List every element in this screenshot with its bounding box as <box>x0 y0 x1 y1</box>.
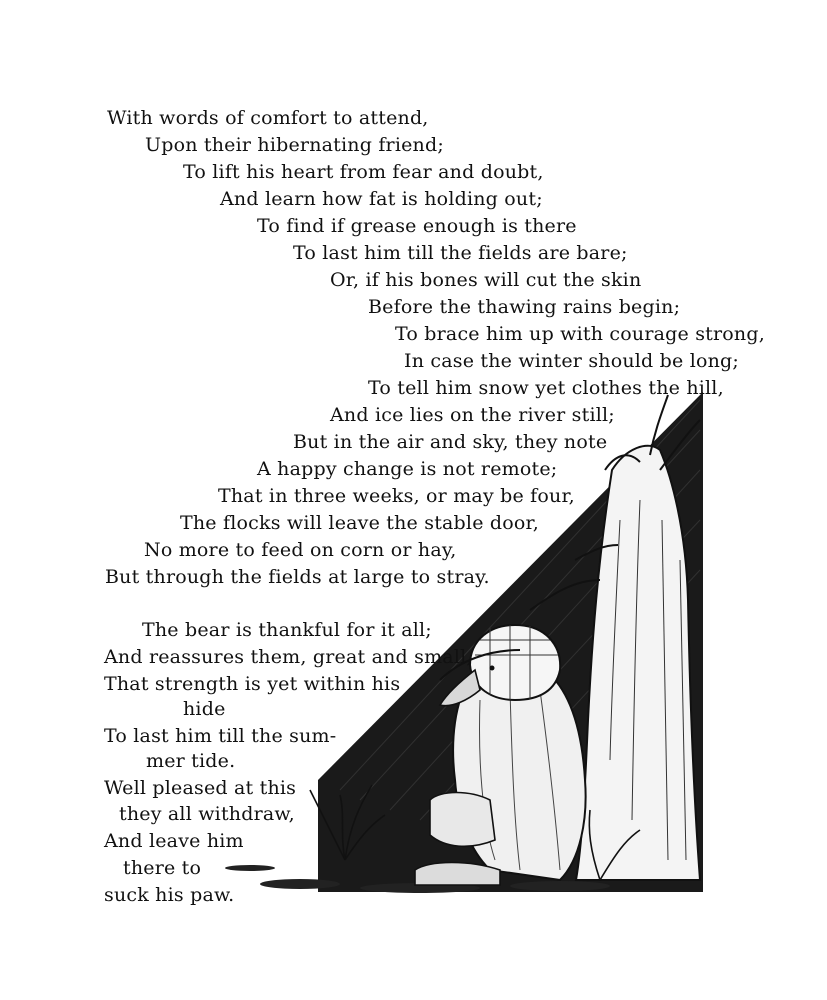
poem-line: With words of comfort to attend, <box>107 107 429 129</box>
poem-line: To last him till the fields are bare; <box>293 242 628 264</box>
poem-line: But in the air and sky, they note <box>293 431 608 453</box>
poem-line: they all withdraw, <box>119 803 295 825</box>
poem-line: Upon their hibernating friend; <box>145 134 444 156</box>
poem-line: And learn how fat is holding out; <box>220 188 543 210</box>
poem-line: To find if grease enough is there <box>257 215 577 237</box>
poem-line: And leave him <box>104 830 244 852</box>
poem-line: But through the fields at large to stray. <box>105 566 490 588</box>
poem-line: A happy change is not remote; <box>257 458 558 480</box>
poem-line: That strength is yet within his <box>104 673 401 695</box>
poem-line: there to <box>123 857 202 879</box>
poem-line: Before the thawing rains begin; <box>368 296 681 318</box>
poem-line: mer tide. <box>146 750 236 772</box>
poem-line: hide <box>183 698 226 720</box>
poem-line: To last him till the sum- <box>104 725 337 747</box>
poem-line: No more to feed on corn or hay, <box>144 539 457 561</box>
bear-feet-shape <box>415 863 500 886</box>
poem-line: The bear is thankful for it all; <box>142 619 432 641</box>
poem-line: And ice lies on the river still; <box>330 404 615 426</box>
poem-line: Or, if his bones will cut the skin <box>330 269 642 291</box>
bear-eye <box>490 666 495 671</box>
poem-line: Well pleased at this <box>104 777 297 799</box>
bear-legs-shape <box>430 793 495 847</box>
poem-line: That in three weeks, or may be four, <box>218 485 575 507</box>
poem-line: To tell him snow yet clothes the hill, <box>368 377 724 399</box>
poem-line: The flocks will leave the stable door, <box>180 512 539 534</box>
poem-line: To lift his heart from fear and doubt, <box>183 161 544 183</box>
poem-line: In case the winter should be long; <box>404 350 740 372</box>
poem-line: To brace him up with courage strong, <box>395 323 765 345</box>
bear-hood-shape <box>470 625 560 700</box>
poem-line: suck his paw. <box>104 884 235 906</box>
poem-line: And reassures them, great and small, <box>104 646 473 668</box>
